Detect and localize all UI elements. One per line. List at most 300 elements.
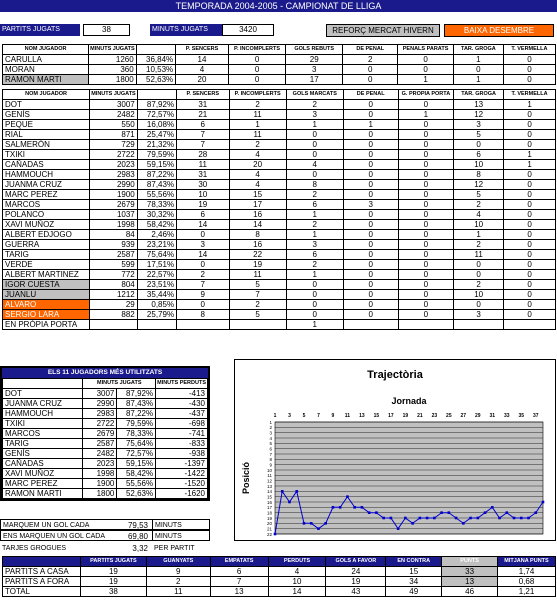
- main_table-cell[interactable]: 10: [454, 220, 504, 230]
- main_table-cell[interactable]: [454, 320, 504, 330]
- summary-cell[interactable]: 34: [386, 577, 442, 587]
- main_table-cell[interactable]: 0: [343, 130, 398, 140]
- main_table-cell[interactable]: 87,22%: [137, 170, 176, 180]
- main_table-cell[interactable]: POLANCO: [3, 210, 90, 220]
- main_table-cell[interactable]: 1037: [90, 210, 138, 220]
- main_table-cell[interactable]: 11: [229, 270, 286, 280]
- top11-cell[interactable]: 2990: [83, 399, 117, 409]
- top11-cell[interactable]: JUANMA CRUZ: [3, 399, 83, 409]
- top_table-cell[interactable]: 0: [503, 75, 555, 85]
- main_table-cell[interactable]: [177, 320, 229, 330]
- main_table-cell[interactable]: 29: [90, 300, 138, 310]
- main_table-cell[interactable]: 6: [454, 150, 504, 160]
- main_table-cell[interactable]: 87,92%: [137, 100, 176, 110]
- top11-cell[interactable]: 1998: [83, 469, 117, 479]
- top_table-cell[interactable]: 1: [398, 75, 453, 85]
- top11-cell[interactable]: 75,64%: [117, 439, 156, 449]
- main_table-cell[interactable]: 11: [229, 110, 286, 120]
- top11-cell[interactable]: MARCOS: [3, 429, 83, 439]
- main_table-cell[interactable]: 7: [177, 280, 229, 290]
- main_table-cell[interactable]: 0: [177, 230, 229, 240]
- summary-cell[interactable]: 19: [80, 567, 146, 577]
- main_table-cell[interactable]: 14: [229, 220, 286, 230]
- main_table-cell[interactable]: 1: [286, 120, 343, 130]
- main_table-cell[interactable]: 1: [398, 110, 454, 120]
- main_table-cell[interactable]: 6: [177, 210, 229, 220]
- top11-cell[interactable]: TXIKI: [3, 419, 83, 429]
- main_table-cell[interactable]: 0: [504, 270, 556, 280]
- main_table-cell[interactable]: 6: [177, 120, 229, 130]
- main_table-cell[interactable]: 729: [90, 140, 138, 150]
- main_table-cell[interactable]: SALMERÓN: [3, 140, 90, 150]
- main_table-cell[interactable]: PEQUE: [3, 120, 90, 130]
- top_table-cell[interactable]: 52,63%: [136, 75, 175, 85]
- main_table-cell[interactable]: 11: [454, 250, 504, 260]
- main_table-cell[interactable]: 2: [229, 300, 286, 310]
- main_table-cell[interactable]: 0: [343, 160, 398, 170]
- main_table-cell[interactable]: 3: [454, 120, 504, 130]
- top11-cell[interactable]: 79,59%: [117, 419, 156, 429]
- main_table-cell[interactable]: JUANLU: [3, 290, 90, 300]
- main_table-cell[interactable]: 0: [504, 190, 556, 200]
- top_table-cell[interactable]: 4: [176, 65, 229, 75]
- main_table-cell[interactable]: 1: [229, 120, 286, 130]
- top11-cell[interactable]: 2482: [83, 449, 117, 459]
- main_table-cell[interactable]: 0: [343, 100, 398, 110]
- main_table-cell[interactable]: 7: [229, 290, 286, 300]
- main_table-cell[interactable]: 0: [286, 310, 343, 320]
- main_table-cell[interactable]: 0: [286, 150, 343, 160]
- main_table-cell[interactable]: 6: [286, 250, 343, 260]
- top11-cell[interactable]: -1620: [156, 489, 208, 499]
- main_table-cell[interactable]: 0: [286, 280, 343, 290]
- main_table-cell[interactable]: 3: [286, 240, 343, 250]
- main_table-cell[interactable]: 0: [398, 240, 454, 250]
- main_table-cell[interactable]: 0: [343, 210, 398, 220]
- main_table-cell[interactable]: TARIG: [3, 250, 90, 260]
- main_table-cell[interactable]: 0: [398, 280, 454, 290]
- main_table-cell[interactable]: 0: [286, 300, 343, 310]
- main_table-cell[interactable]: 0: [454, 300, 504, 310]
- main_table-cell[interactable]: 0: [454, 270, 504, 280]
- main_table-cell[interactable]: 0: [504, 300, 556, 310]
- top_table-cell[interactable]: 0: [398, 65, 453, 75]
- main_table-cell[interactable]: 14: [177, 220, 229, 230]
- main_table-cell[interactable]: 599: [90, 260, 138, 270]
- main_table-cell[interactable]: VERDE: [3, 260, 90, 270]
- summary-cell[interactable]: 15: [386, 567, 442, 577]
- main_table-cell[interactable]: 0: [504, 210, 556, 220]
- main_table-cell[interactable]: 10: [454, 290, 504, 300]
- main_table-cell[interactable]: 4: [454, 210, 504, 220]
- main_table-cell[interactable]: 3: [454, 310, 504, 320]
- top11-cell[interactable]: -938: [156, 449, 208, 459]
- main_table-cell[interactable]: 0: [343, 310, 398, 320]
- top11-cell[interactable]: 1900: [83, 479, 117, 489]
- main_table-cell[interactable]: 58,42%: [137, 220, 176, 230]
- main_table-cell[interactable]: 0: [504, 110, 556, 120]
- main_table-cell[interactable]: 1998: [90, 220, 138, 230]
- summary-cell[interactable]: PARTITS A CASA: [3, 567, 81, 577]
- main_table-cell[interactable]: 2: [286, 260, 343, 270]
- main_table-cell[interactable]: 0: [398, 310, 454, 320]
- partits-jugats-value[interactable]: 38: [83, 24, 130, 36]
- top11-cell[interactable]: 87,92%: [117, 389, 156, 399]
- main_table-cell[interactable]: 2482: [90, 110, 138, 120]
- main_table-cell[interactable]: 28: [177, 150, 229, 160]
- main_table-cell[interactable]: 79,59%: [137, 150, 176, 160]
- main_table-cell[interactable]: 30,32%: [137, 210, 176, 220]
- top11-cell[interactable]: TARIG: [3, 439, 83, 449]
- summary-cell[interactable]: 33: [442, 567, 498, 577]
- main_table-cell[interactable]: 0: [398, 300, 454, 310]
- main_table-cell[interactable]: 2,46%: [137, 230, 176, 240]
- top11-cell[interactable]: 1800: [83, 489, 117, 499]
- main_table-cell[interactable]: JUANMA CRUZ: [3, 180, 90, 190]
- main_table-cell[interactable]: 84: [90, 230, 138, 240]
- top11-cell[interactable]: 55,56%: [117, 479, 156, 489]
- main_table-cell[interactable]: 2: [454, 200, 504, 210]
- top_table-cell[interactable]: 1: [453, 75, 503, 85]
- main_table-cell[interactable]: 16,08%: [137, 120, 176, 130]
- top_table-cell[interactable]: 0: [398, 55, 453, 65]
- summary-cell[interactable]: PARTITS A FORA: [3, 577, 81, 587]
- top_table-cell[interactable]: 36,84%: [136, 55, 175, 65]
- main_table-cell[interactable]: 22,57%: [137, 270, 176, 280]
- top11-cell[interactable]: MARC PEREZ: [3, 479, 83, 489]
- main_table-cell[interactable]: 0: [343, 250, 398, 260]
- main_table-cell[interactable]: 0: [398, 130, 454, 140]
- main_table-cell[interactable]: 2023: [90, 160, 138, 170]
- summary-cell[interactable]: 43: [326, 587, 386, 597]
- main_table-cell[interactable]: 0: [504, 310, 556, 320]
- main_table-cell[interactable]: 35,44%: [137, 290, 176, 300]
- main_table-cell[interactable]: IGOR CUESTA: [3, 280, 90, 290]
- top_table-cell[interactable]: MORAN: [3, 65, 89, 75]
- main_table-cell[interactable]: 19: [177, 200, 229, 210]
- main_table-cell[interactable]: ALVARO: [3, 300, 90, 310]
- top11-cell[interactable]: -437: [156, 409, 208, 419]
- main_table-cell[interactable]: 2: [177, 270, 229, 280]
- main_table-cell[interactable]: 0: [504, 180, 556, 190]
- main_table-cell[interactable]: 0: [398, 250, 454, 260]
- main_table-cell[interactable]: [90, 320, 138, 330]
- main_table-cell[interactable]: 25,79%: [137, 310, 176, 320]
- main_table-cell[interactable]: 75,64%: [137, 250, 176, 260]
- main_table-cell[interactable]: 0: [343, 290, 398, 300]
- top_table-cell[interactable]: RAMON MARTI: [3, 75, 89, 85]
- top11-cell[interactable]: GENÍS: [3, 449, 83, 459]
- main_table-cell[interactable]: 20: [229, 160, 286, 170]
- top_table-cell[interactable]: 0: [503, 55, 555, 65]
- main_table-cell[interactable]: CAÑADAS: [3, 160, 90, 170]
- summary-cell[interactable]: 2: [146, 577, 210, 587]
- main_table-cell[interactable]: 78,33%: [137, 200, 176, 210]
- summary-cell[interactable]: 46: [442, 587, 498, 597]
- minuts-jugats-value[interactable]: 3420: [222, 24, 274, 36]
- top11-cell[interactable]: -1397: [156, 459, 208, 469]
- main_table-cell[interactable]: 1: [286, 320, 343, 330]
- summary-cell[interactable]: TOTAL: [3, 587, 81, 597]
- summary-cell[interactable]: 49: [386, 587, 442, 597]
- main_table-cell[interactable]: 2: [286, 100, 343, 110]
- top11-cell[interactable]: 2679: [83, 429, 117, 439]
- top11-cell[interactable]: 2722: [83, 419, 117, 429]
- main_table-cell[interactable]: 0: [398, 190, 454, 200]
- top_table-cell[interactable]: 1: [453, 55, 503, 65]
- main_table-cell[interactable]: 0: [504, 120, 556, 130]
- top11-cell[interactable]: 87,43%: [117, 399, 156, 409]
- main_table-cell[interactable]: 21,32%: [137, 140, 176, 150]
- main_table-cell[interactable]: [229, 320, 286, 330]
- main_table-cell[interactable]: 0: [504, 230, 556, 240]
- main_table-cell[interactable]: XAVI MUÑOZ: [3, 220, 90, 230]
- main_table-cell[interactable]: 31: [177, 170, 229, 180]
- main_table-cell[interactable]: RIAL: [3, 130, 90, 140]
- main_table-cell[interactable]: EN PRÒPIA PORTA: [3, 320, 90, 330]
- main_table-cell[interactable]: 0: [504, 280, 556, 290]
- main_table-cell[interactable]: 0: [398, 270, 454, 280]
- top_table-cell[interactable]: 3: [286, 65, 343, 75]
- main_table-cell[interactable]: 0: [286, 140, 343, 150]
- main_table-cell[interactable]: TXIKI: [3, 150, 90, 160]
- main_table-cell[interactable]: 0: [343, 180, 398, 190]
- main_table-cell[interactable]: 5: [454, 190, 504, 200]
- main_table-cell[interactable]: 0: [504, 250, 556, 260]
- main_table-cell[interactable]: 0: [504, 220, 556, 230]
- main_table-cell[interactable]: ALBERT EDJOGO: [3, 230, 90, 240]
- top11-cell[interactable]: HAMMOUCH: [3, 409, 83, 419]
- main_table-cell[interactable]: 9: [177, 290, 229, 300]
- main_table-cell[interactable]: 12: [454, 180, 504, 190]
- main_table-cell[interactable]: 1: [286, 230, 343, 240]
- main_table-cell[interactable]: 0: [343, 150, 398, 160]
- main_table-cell[interactable]: 4: [229, 180, 286, 190]
- main_table-cell[interactable]: 17,51%: [137, 260, 176, 270]
- main_table-cell[interactable]: 0: [343, 260, 398, 270]
- main_table-cell[interactable]: 23,51%: [137, 280, 176, 290]
- main_table-cell[interactable]: 1: [504, 160, 556, 170]
- main_table-cell[interactable]: 1: [454, 230, 504, 240]
- main_table-cell[interactable]: 16: [229, 210, 286, 220]
- main_table-cell[interactable]: 16: [229, 240, 286, 250]
- top_table-cell[interactable]: 0: [228, 55, 285, 65]
- main_table-cell[interactable]: 23,21%: [137, 240, 176, 250]
- top_table-cell[interactable]: 20: [176, 75, 229, 85]
- main_table-cell[interactable]: 0: [286, 290, 343, 300]
- summary-cell[interactable]: 10: [268, 577, 326, 587]
- main_table-cell[interactable]: 0: [343, 280, 398, 290]
- main_table-cell[interactable]: [343, 320, 398, 330]
- main_table-cell[interactable]: [137, 320, 176, 330]
- main_table-cell[interactable]: 3: [177, 240, 229, 250]
- summary-cell[interactable]: 9: [146, 567, 210, 577]
- main_table-cell[interactable]: 10: [177, 190, 229, 200]
- main_table-cell[interactable]: 2983: [90, 170, 138, 180]
- top11-cell[interactable]: 3007: [83, 389, 117, 399]
- summary-cell[interactable]: 38: [80, 587, 146, 597]
- main_table-cell[interactable]: HAMMOUCH: [3, 170, 90, 180]
- stat-value[interactable]: 69,80: [112, 530, 152, 541]
- main_table-cell[interactable]: DOT: [3, 100, 90, 110]
- main_table-cell[interactable]: 8: [177, 310, 229, 320]
- top11-cell[interactable]: -430: [156, 399, 208, 409]
- summary-cell[interactable]: 1,21: [498, 587, 556, 597]
- main_table-cell[interactable]: 0: [286, 170, 343, 180]
- main_table-cell[interactable]: 0: [343, 300, 398, 310]
- top11-cell[interactable]: 2983: [83, 409, 117, 419]
- main_table-cell[interactable]: 939: [90, 240, 138, 250]
- summary-cell[interactable]: 4: [268, 567, 326, 577]
- main_table-cell[interactable]: 8: [286, 180, 343, 190]
- main_table-cell[interactable]: 3007: [90, 100, 138, 110]
- main_table-cell[interactable]: 87,43%: [137, 180, 176, 190]
- top11-cell[interactable]: -833: [156, 439, 208, 449]
- top_table-cell[interactable]: 360: [89, 65, 137, 75]
- main_table-cell[interactable]: 0: [454, 260, 504, 270]
- main_table-cell[interactable]: 0: [177, 300, 229, 310]
- main_table-cell[interactable]: GENÍS: [3, 110, 90, 120]
- top11-cell[interactable]: 87,22%: [117, 409, 156, 419]
- main_table-cell[interactable]: 0: [286, 130, 343, 140]
- main_table-cell[interactable]: 0: [454, 140, 504, 150]
- main_table-cell[interactable]: 0: [398, 170, 454, 180]
- main_table-cell[interactable]: 11: [177, 160, 229, 170]
- main_table-cell[interactable]: 0: [343, 270, 398, 280]
- main_table-cell[interactable]: 1: [504, 100, 556, 110]
- main_table-cell[interactable]: 11: [229, 130, 286, 140]
- main_table-cell[interactable]: 0: [504, 240, 556, 250]
- main_table-cell[interactable]: 0: [504, 170, 556, 180]
- summary-cell[interactable]: 13: [442, 577, 498, 587]
- main_table-cell[interactable]: [398, 320, 454, 330]
- top11-cell[interactable]: CAÑADAS: [3, 459, 83, 469]
- top11-cell[interactable]: -413: [156, 389, 208, 399]
- main_table-cell[interactable]: 30: [177, 180, 229, 190]
- main_table-cell[interactable]: 55,56%: [137, 190, 176, 200]
- main_table-cell[interactable]: 3: [286, 110, 343, 120]
- main_table-cell[interactable]: 10: [454, 160, 504, 170]
- main_table-cell[interactable]: GUERRA: [3, 240, 90, 250]
- main_table-cell[interactable]: 59,15%: [137, 160, 176, 170]
- top_table-cell[interactable]: 0: [453, 65, 503, 75]
- summary-cell[interactable]: 6: [210, 567, 268, 577]
- main_table-cell[interactable]: 2: [454, 280, 504, 290]
- main_table-cell[interactable]: 14: [177, 250, 229, 260]
- top11-cell[interactable]: -741: [156, 429, 208, 439]
- top11-cell[interactable]: XAVI MUÑOZ: [3, 469, 83, 479]
- main_table-cell[interactable]: 2722: [90, 150, 138, 160]
- top_table-cell[interactable]: 0: [503, 65, 555, 75]
- main_table-cell[interactable]: 17: [229, 200, 286, 210]
- main_table-cell[interactable]: 7: [177, 140, 229, 150]
- top_table-cell[interactable]: 14: [176, 55, 229, 65]
- summary-cell[interactable]: 0,68: [498, 577, 556, 587]
- main_table-cell[interactable]: 0: [398, 210, 454, 220]
- main_table-cell[interactable]: 0: [398, 150, 454, 160]
- main_table-cell[interactable]: 0: [504, 130, 556, 140]
- main_table-cell[interactable]: 1: [286, 270, 343, 280]
- top11-cell[interactable]: -1422: [156, 469, 208, 479]
- top11-cell[interactable]: -698: [156, 419, 208, 429]
- main_table-cell[interactable]: 871: [90, 130, 138, 140]
- main_table-cell[interactable]: 2990: [90, 180, 138, 190]
- summary-cell[interactable]: 7: [210, 577, 268, 587]
- main_table-cell[interactable]: 550: [90, 120, 138, 130]
- main_table-cell[interactable]: 5: [454, 130, 504, 140]
- main_table-cell[interactable]: 0: [398, 200, 454, 210]
- main_table-cell[interactable]: [504, 320, 556, 330]
- main_table-cell[interactable]: ALBERT MARTINEZ: [3, 270, 90, 280]
- main_table-cell[interactable]: 15: [229, 190, 286, 200]
- top11-cell[interactable]: 58,42%: [117, 469, 156, 479]
- main_table-cell[interactable]: 2: [286, 190, 343, 200]
- main_table-cell[interactable]: 2: [454, 240, 504, 250]
- main_table-cell[interactable]: 6: [286, 200, 343, 210]
- top_table-cell[interactable]: 10,53%: [136, 65, 175, 75]
- main_table-cell[interactable]: 0: [504, 260, 556, 270]
- main_table-cell[interactable]: 8: [229, 230, 286, 240]
- summary-cell[interactable]: 19: [80, 577, 146, 587]
- top11-cell[interactable]: -1520: [156, 479, 208, 489]
- main_table-cell[interactable]: 0: [398, 160, 454, 170]
- main_table-cell[interactable]: 0: [343, 190, 398, 200]
- summary-cell[interactable]: 19: [326, 577, 386, 587]
- summary-cell[interactable]: 11: [146, 587, 210, 597]
- summary-cell[interactable]: 14: [268, 587, 326, 597]
- main_table-cell[interactable]: 0: [177, 260, 229, 270]
- main_table-cell[interactable]: 0: [343, 240, 398, 250]
- stat-value[interactable]: 3,32: [132, 544, 148, 553]
- main_table-cell[interactable]: 2587: [90, 250, 138, 260]
- top_table-cell[interactable]: 29: [286, 55, 343, 65]
- main_table-cell[interactable]: 5: [229, 310, 286, 320]
- main_table-cell[interactable]: 2: [229, 100, 286, 110]
- main_table-cell[interactable]: 0: [398, 120, 454, 130]
- top11-cell[interactable]: RAMON MARTI: [3, 489, 83, 499]
- main_table-cell[interactable]: 0: [504, 140, 556, 150]
- top_table-cell[interactable]: 0: [343, 65, 398, 75]
- main_table-cell[interactable]: SERGIO LARA: [3, 310, 90, 320]
- summary-cell[interactable]: 24: [326, 567, 386, 577]
- top11-cell[interactable]: 52,63%: [117, 489, 156, 499]
- main_table-cell[interactable]: 4: [229, 150, 286, 160]
- top_table-cell[interactable]: 0: [343, 75, 398, 85]
- main_table-cell[interactable]: 21: [177, 110, 229, 120]
- main_table-cell[interactable]: 72,57%: [137, 110, 176, 120]
- main_table-cell[interactable]: 1900: [90, 190, 138, 200]
- main_table-cell[interactable]: 0: [398, 100, 454, 110]
- main_table-cell[interactable]: 0: [343, 230, 398, 240]
- main_table-cell[interactable]: 1212: [90, 290, 138, 300]
- main_table-cell[interactable]: 8: [454, 170, 504, 180]
- top_table-cell[interactable]: 17: [286, 75, 343, 85]
- main_table-cell[interactable]: 0: [343, 220, 398, 230]
- main_table-cell[interactable]: 0,85%: [137, 300, 176, 310]
- main_table-cell[interactable]: MARC PEREZ: [3, 190, 90, 200]
- main_table-cell[interactable]: 13: [454, 100, 504, 110]
- main_table-cell[interactable]: 0: [398, 260, 454, 270]
- main_table-cell[interactable]: 0: [343, 110, 398, 120]
- top_table-cell[interactable]: 0: [228, 65, 285, 75]
- main_table-cell[interactable]: 12: [454, 110, 504, 120]
- main_table-cell[interactable]: 0: [504, 290, 556, 300]
- main_table-cell[interactable]: 5: [229, 280, 286, 290]
- top11-cell[interactable]: 72,57%: [117, 449, 156, 459]
- main_table-cell[interactable]: 1: [504, 150, 556, 160]
- main_table-cell[interactable]: 0: [398, 220, 454, 230]
- main_table-cell[interactable]: 0: [343, 140, 398, 150]
